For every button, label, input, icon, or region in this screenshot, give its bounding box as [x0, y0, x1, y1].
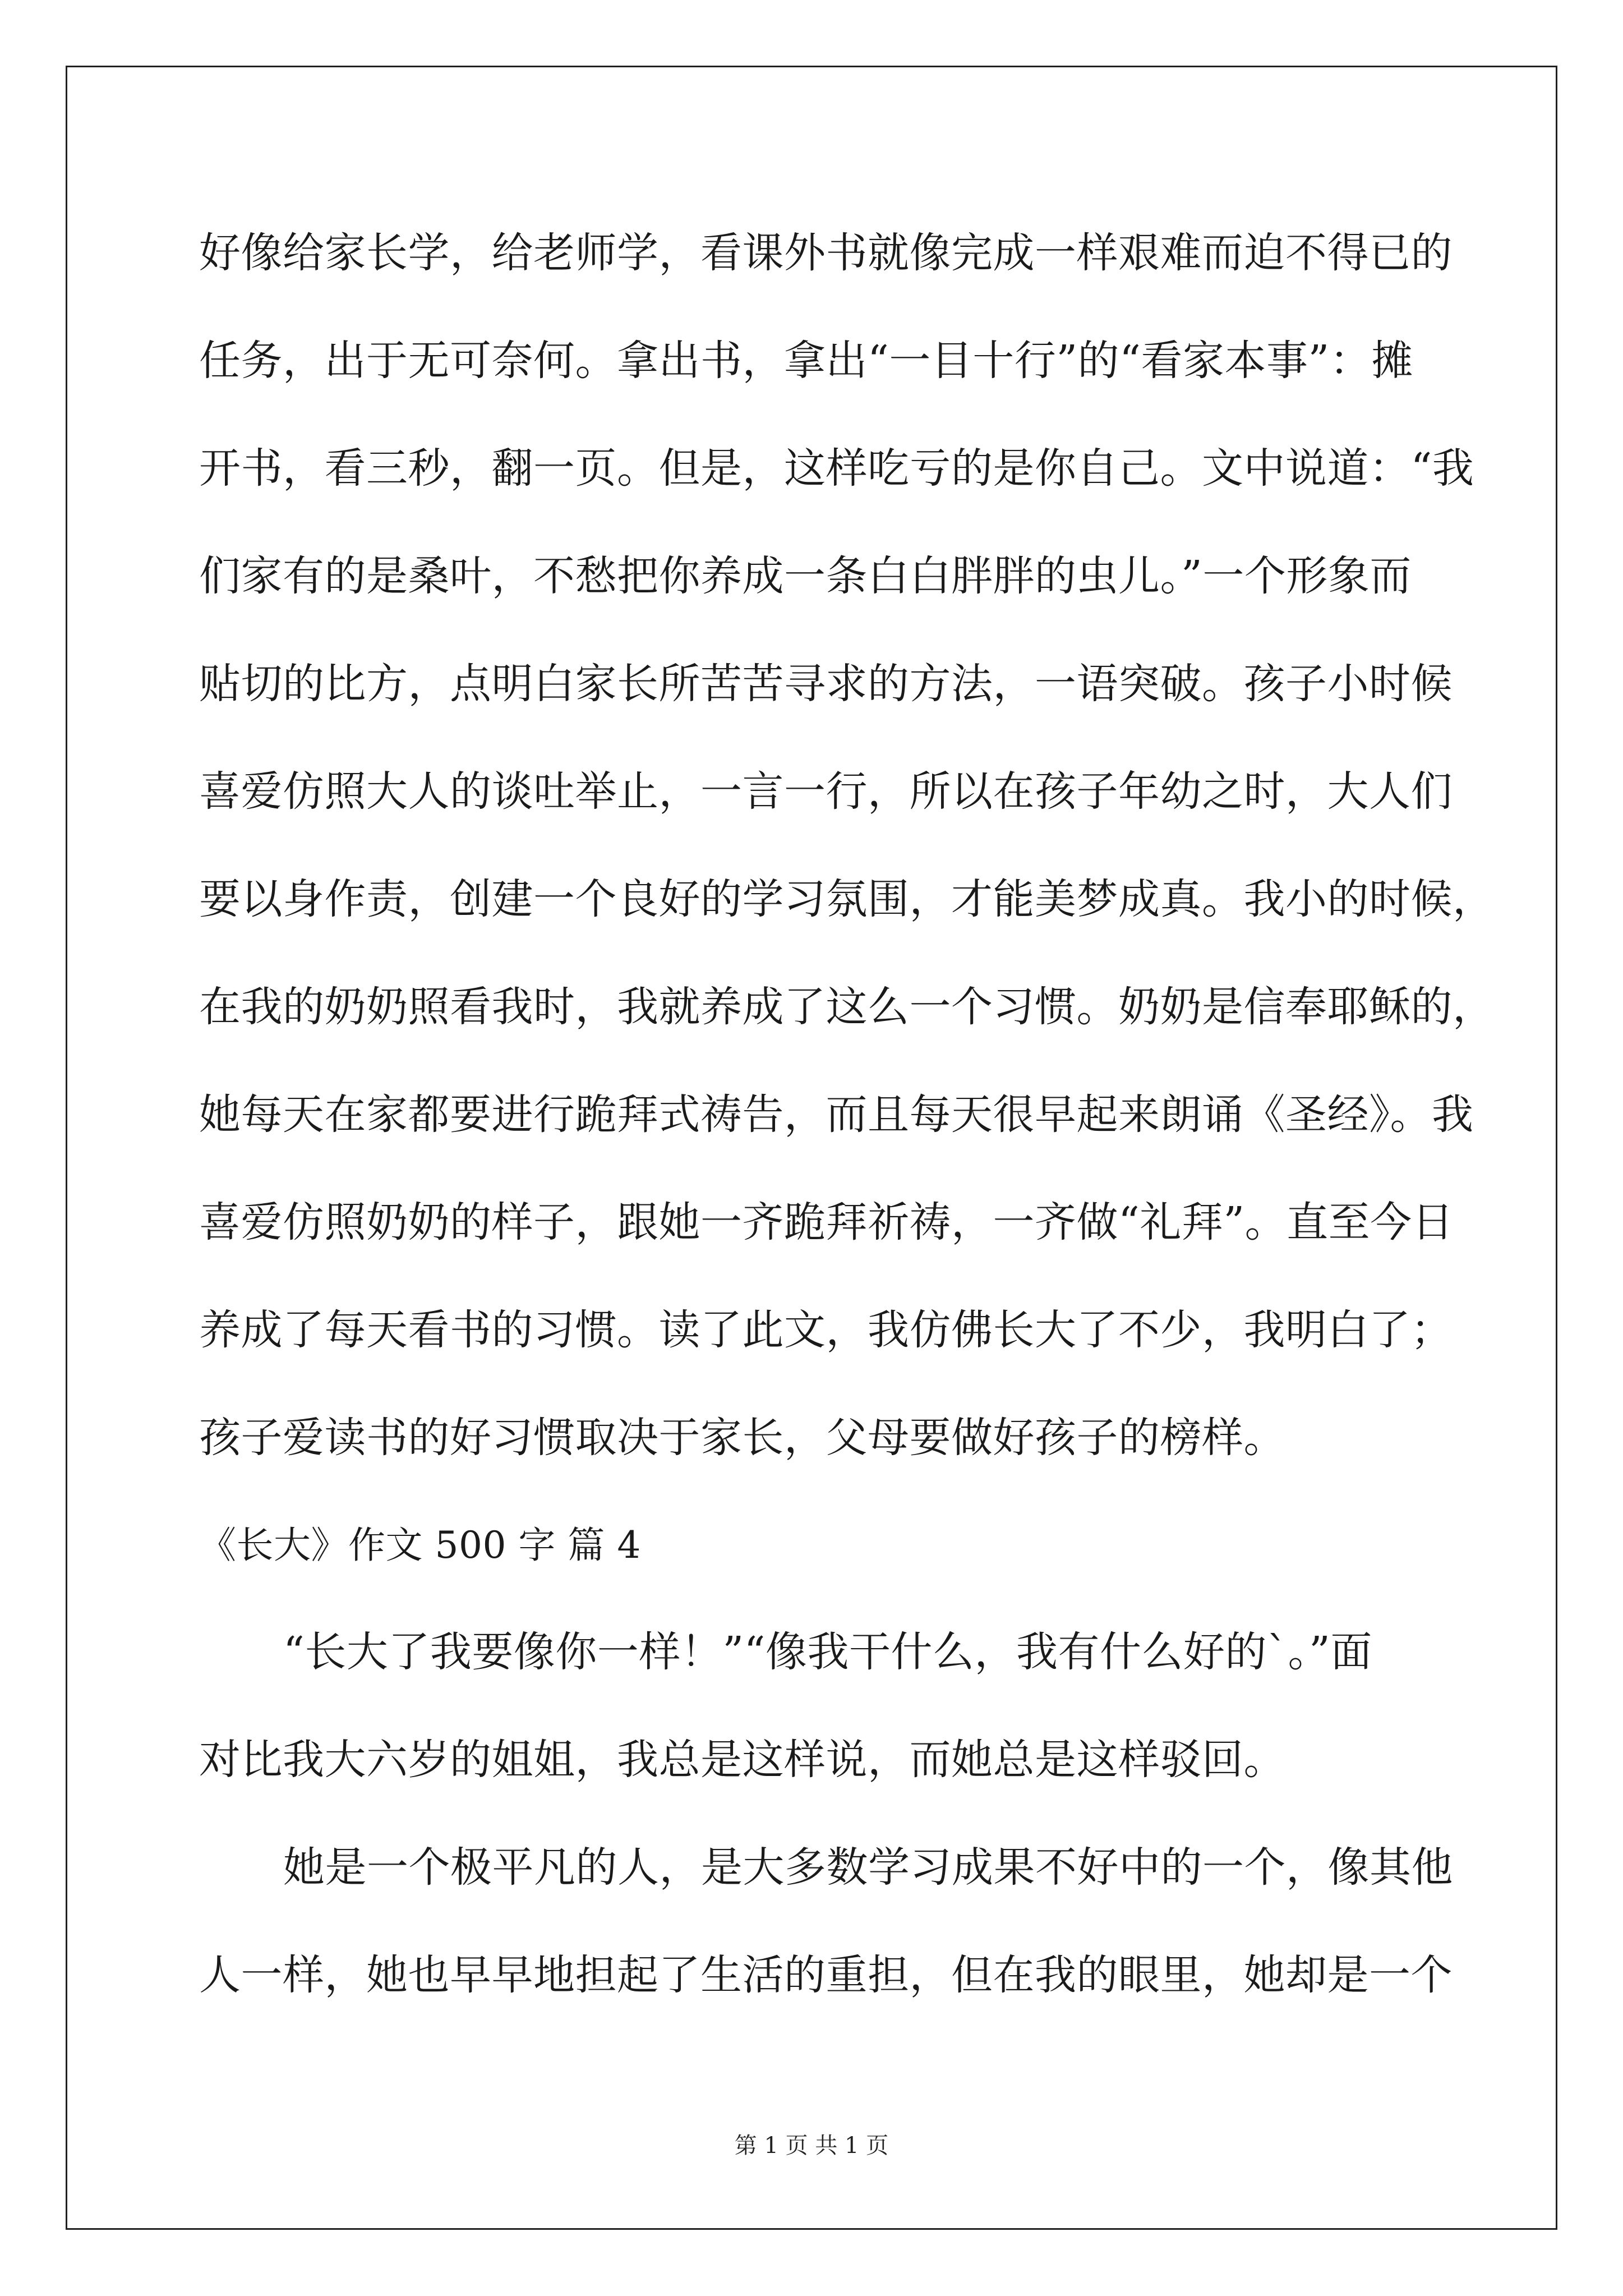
text-line: 喜爱仿照奶奶的样子，跟她一齐跪拜祈祷，一齐做“礼拜”。直至今日 [199, 1198, 1454, 1246]
text-line: 人一样，她也早早地担起了生活的重担，但在我的眼里，她却是一个 [199, 1951, 1453, 1999]
section-heading: 《长大》作文 500 字 篇 4 [199, 1524, 641, 1567]
text-line: 贴切的比方，点明白家长所苦苦寻求的方法，一语突破。孩子小时候 [199, 660, 1453, 708]
text-line: 好像给家长学，给老师学，看课外书就像完成一样艰难而迫不得已的 [199, 229, 1453, 277]
paragraph-first-line: “长大了我要像你一样！”“像我干什么，我有什么好的`。”面 [283, 1628, 1372, 1676]
document-body [199, 219, 1495, 2049]
paragraph-first-line: 她是一个极平凡的人，是大多数学习成果不好中的一个，像其他 [283, 1843, 1453, 1892]
text-line: 任务，出于无可奈何。拿出书，拿出“一目十行”的“看家本事”：摊 [199, 337, 1413, 385]
text-line: 她每天在家都要进行跪拜式祷告，而且每天很早起来朗诵《圣经》。我 [199, 1091, 1474, 1139]
text-line: 在我的奶奶照看我时，我就养成了这么一个习惯。奶奶是信奉耶稣的， [199, 983, 1495, 1031]
text-line: 要以身作责，创建一个良好的学习氛围，才能美梦成真。我小的时候， [199, 875, 1495, 923]
text-line: 孩子爱读书的好习惯取决于家长，父母要做好孩子的榜样。 [199, 1414, 1285, 1462]
text-line: 喜爱仿照大人的谈吐举止，一言一行，所以在孩子年幼之时，大人们 [199, 767, 1453, 816]
text-line: 养成了每天看书的习惯。读了此文，我仿佛长大了不少，我明白了； [199, 1306, 1453, 1354]
page-footer: 第 1 页 共 1 页 [734, 2133, 889, 2159]
text-line: 开书，看三秒，翻一页。但是，这样吃亏的是你自己。文中说道：“我 [199, 444, 1474, 493]
text-line: 们家有的是桑叶，不愁把你养成一条白白胖胖的虫儿。”一个形象而 [199, 552, 1412, 600]
text-line: 对比我大六岁的姐姐，我总是这样说，而她总是这样驳回。 [199, 1736, 1285, 1784]
